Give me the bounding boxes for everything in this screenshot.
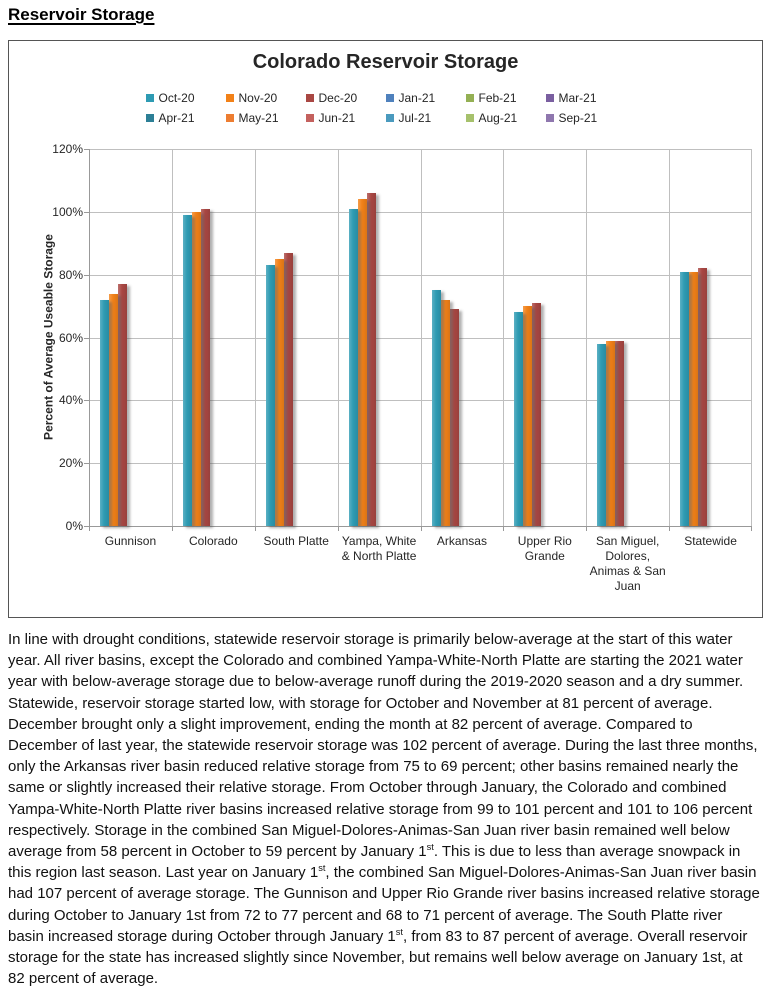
y-tick-label: 100% bbox=[52, 204, 83, 219]
y-tick-label: 60% bbox=[58, 330, 83, 345]
body-text-run: , from 83 to 87 percent of average. Overall reservoir storage for the state has increased slightly since November, but remains well below average on January 1st, at 82 percent of average. bbox=[8, 927, 748, 988]
gridline-vertical bbox=[338, 149, 339, 526]
x-category-label: San Miguel, Dolores, Animas & San Juan bbox=[589, 534, 666, 593]
gridline-horizontal bbox=[89, 526, 752, 527]
bar-nov-20-2 bbox=[275, 259, 284, 526]
legend-item bbox=[466, 91, 546, 105]
legend-item bbox=[226, 111, 306, 125]
legend-label: Sep-21 bbox=[558, 111, 598, 125]
bar-oct-20-1 bbox=[183, 215, 192, 526]
x-category-label: Yampa, White & North Platte bbox=[341, 534, 417, 563]
legend-item bbox=[386, 91, 466, 105]
chart-legend bbox=[146, 91, 626, 125]
chart-title: Colorado Reservoir Storage bbox=[252, 51, 519, 73]
bar-oct-20-3 bbox=[349, 209, 358, 526]
bar-dec-20-4 bbox=[450, 309, 459, 526]
legend-swatch-icon bbox=[386, 94, 394, 102]
y-tick-label: 120% bbox=[52, 142, 83, 156]
legend-item bbox=[146, 91, 226, 105]
legend-swatch-icon bbox=[226, 114, 234, 122]
legend-swatch-icon bbox=[146, 94, 154, 102]
legend-label: Nov-20 bbox=[238, 91, 278, 105]
legend-item bbox=[146, 111, 226, 125]
y-tick-label: 20% bbox=[58, 456, 83, 471]
gridline-vertical bbox=[89, 149, 90, 526]
body-text-superscript: st bbox=[395, 926, 403, 937]
bar-nov-20-0 bbox=[109, 294, 118, 526]
body-text-run: , the combined San Miguel-Dolores-Animas-San Juan river basin had 107 percent of average storage. The Gunnison and Upper Rio Grande river basins increased relative storage during October to January 1st from 72 to 77 percent and 68 to 71 percent of average. The South Platte river basin increased storage during October through January 1 bbox=[8, 864, 760, 945]
legend-label: Oct-20 bbox=[158, 91, 195, 105]
y-tick-label: 40% bbox=[58, 393, 83, 408]
bar-nov-20-5 bbox=[523, 306, 532, 526]
gridline-vertical bbox=[586, 149, 587, 526]
bar-oct-20-4 bbox=[432, 290, 441, 526]
bar-oct-20-6 bbox=[597, 344, 606, 526]
legend-item bbox=[306, 91, 386, 105]
legend-item bbox=[466, 111, 546, 125]
body-text-superscript: st bbox=[318, 863, 326, 874]
legend-swatch-icon bbox=[306, 114, 314, 122]
bar-oct-20-0 bbox=[100, 300, 109, 526]
x-category-label: Arkansas bbox=[436, 534, 487, 548]
legend-label: Jul-21 bbox=[398, 111, 432, 125]
gridline-vertical bbox=[669, 149, 670, 526]
legend-swatch-icon bbox=[546, 94, 554, 102]
bar-dec-20-6 bbox=[615, 341, 624, 526]
bar-dec-20-2 bbox=[284, 253, 293, 526]
x-category-label: Upper Rio Grande bbox=[517, 534, 572, 563]
legend-label: Dec-20 bbox=[318, 91, 358, 105]
legend-swatch-icon bbox=[146, 114, 154, 122]
bar-dec-20-7 bbox=[698, 268, 707, 526]
bar-oct-20-5 bbox=[514, 312, 523, 526]
body-text-superscript: st bbox=[426, 842, 434, 853]
body-text-run: In line with drought conditions, statewide reservoir storage is primarily below-average at the start of this water year. All river basins, except the Colorado and combined Yampa-White-North Platte are starting the 2021 water year with below-average storage due to below-average runoff during the 2019-2020 season and a dry summer. Statewide, reservoir storage started low, with storage for October and November at 81 percent of average. December brought only a slight improvement, ending the month at 82 percent of average. Compared to December of last year, the statewide reservoir storage was 102 percent of average. During the last three months, only the Arkansas river basin reduced relative storage from 75 to 69 percent; other basins remained nearly the same or slightly increased their relative storage. From October through January, the Colorado and combined Yampa-White-North Platte river basins increased relative storage from 99 to 101 percent and 101 to 106 percent respectively. Storage in the combined San Miguel-Dolores-Animas-San Juan river basin remained well below average from 58 percent in October to 59 percent by January 1 bbox=[8, 631, 758, 861]
legend-label: May-21 bbox=[238, 111, 279, 125]
legend-item bbox=[546, 91, 626, 105]
legend-label: Aug-21 bbox=[478, 111, 518, 125]
legend-item bbox=[386, 111, 466, 125]
legend-item bbox=[226, 91, 306, 105]
x-category-label: Colorado bbox=[188, 534, 238, 548]
x-category-label: Statewide bbox=[684, 534, 737, 548]
legend-label: Jun-21 bbox=[318, 111, 356, 125]
legend-label: Mar-21 bbox=[558, 91, 597, 105]
gridline-vertical bbox=[751, 149, 752, 526]
bar-dec-20-1 bbox=[201, 209, 210, 526]
y-axis-title: Percent of Average Useable Storage bbox=[41, 234, 56, 440]
gridline-vertical bbox=[255, 149, 256, 526]
bar-oct-20-7 bbox=[680, 272, 689, 526]
legend-swatch-icon bbox=[386, 114, 394, 122]
legend-label: Jan-21 bbox=[398, 91, 436, 105]
bar-nov-20-7 bbox=[689, 272, 698, 526]
body-paragraph bbox=[8, 629, 761, 989]
legend-swatch-icon bbox=[466, 94, 474, 102]
bar-oct-20-2 bbox=[266, 265, 275, 526]
legend-label: Apr-21 bbox=[158, 111, 195, 125]
bar-nov-20-6 bbox=[606, 341, 615, 526]
legend-swatch-icon bbox=[546, 114, 554, 122]
legend-swatch-icon bbox=[306, 94, 314, 102]
bar-nov-20-1 bbox=[192, 212, 201, 526]
plot-area bbox=[89, 149, 752, 526]
gridline-vertical bbox=[172, 149, 173, 526]
bar-nov-20-4 bbox=[441, 300, 450, 526]
body-text-run: . This is due to less than average snowpack in this region last season. Last year on January 1 bbox=[8, 843, 741, 882]
gridline-vertical bbox=[421, 149, 422, 526]
y-tick-label: 80% bbox=[58, 267, 83, 282]
bar-dec-20-3 bbox=[367, 193, 376, 526]
y-tick-label: 0% bbox=[65, 519, 83, 533]
bar-dec-20-0 bbox=[118, 284, 127, 526]
reservoir-storage-chart bbox=[8, 40, 763, 618]
bar-nov-20-3 bbox=[358, 199, 367, 526]
legend-swatch-icon bbox=[466, 114, 474, 122]
legend-item bbox=[546, 111, 626, 125]
x-category-label: Gunnison bbox=[104, 534, 157, 548]
legend-swatch-icon bbox=[226, 94, 234, 102]
legend-label: Feb-21 bbox=[478, 91, 517, 105]
bar-dec-20-5 bbox=[532, 303, 541, 526]
page-title: Reservoir Storage bbox=[8, 5, 155, 24]
legend-item bbox=[306, 111, 386, 125]
gridline-vertical bbox=[503, 149, 504, 526]
x-category-label: South Platte bbox=[263, 534, 329, 548]
